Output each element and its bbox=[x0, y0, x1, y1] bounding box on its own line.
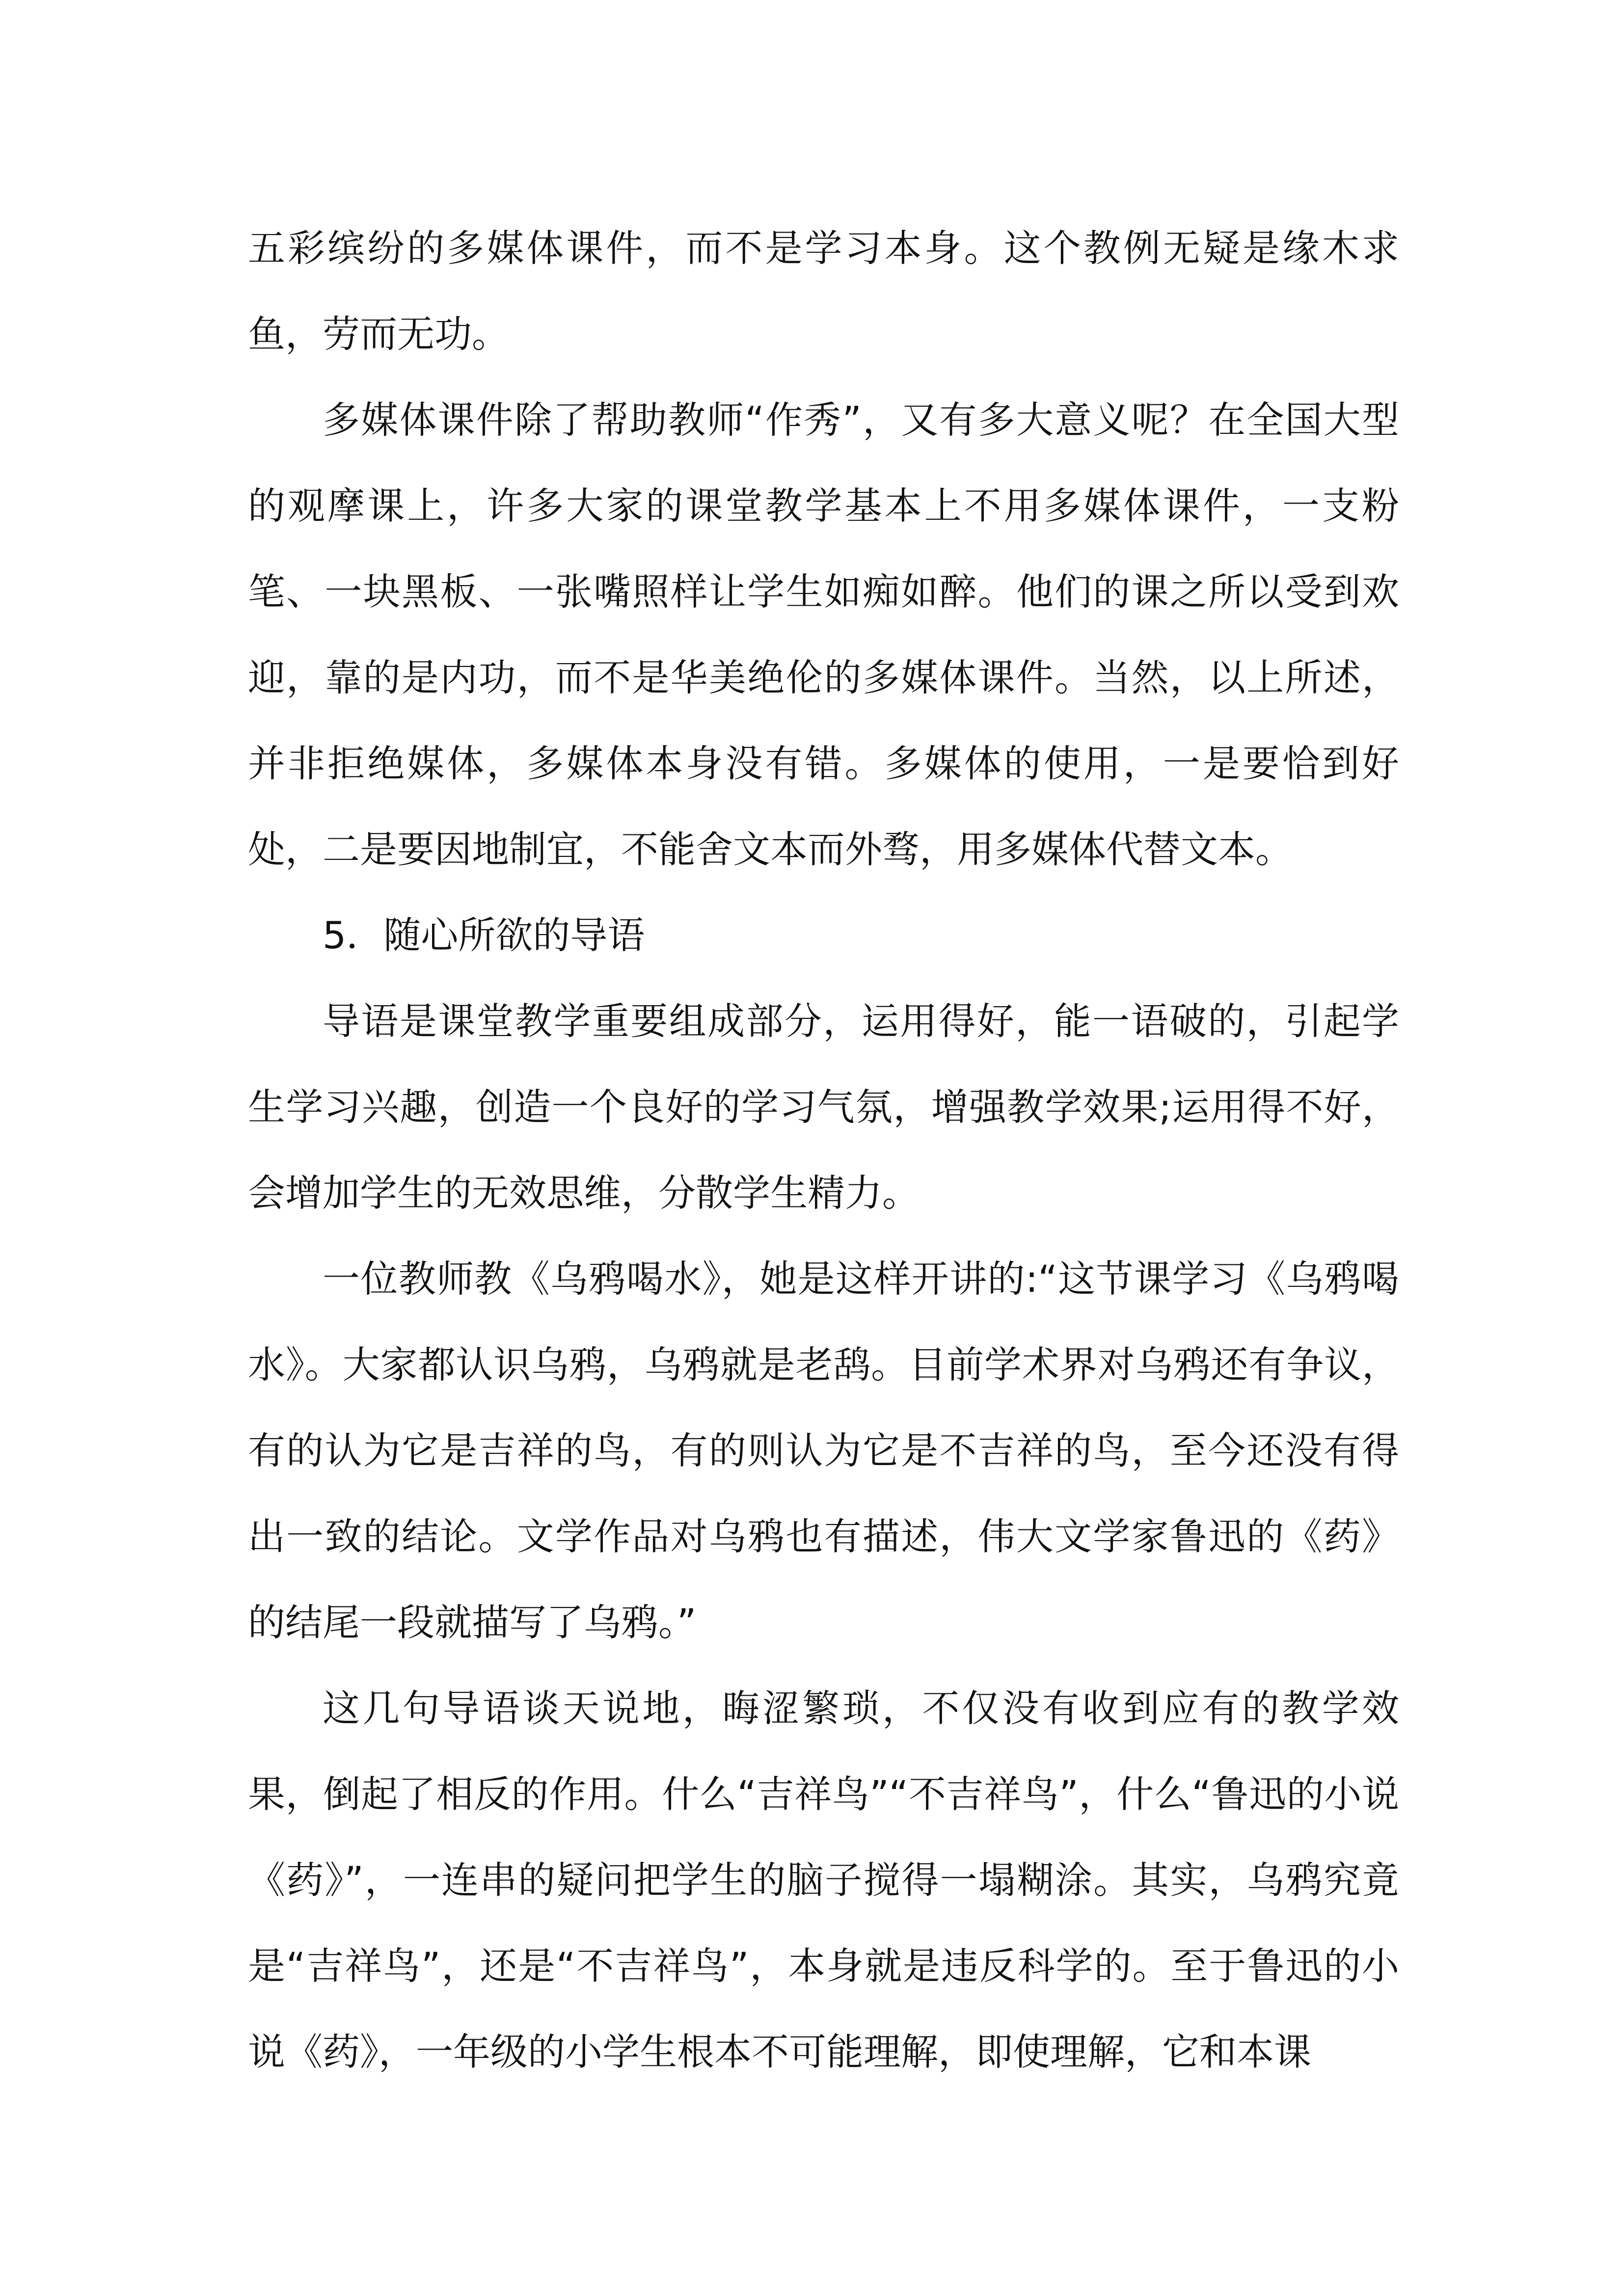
paragraph-2: 多媒体课件除了帮助教师“作秀”，又有多大意义呢？在全国大型的观摩课上，许多大家的课堂教学基本上不用多媒体课件，一支粉笔、一块黑板、一张嘴照样让学生如痴如醉。他们的课之所以受到欢迎，靠的是内功，而不是华美绝伦的多媒体课件。当然，以上所述，并非拒绝媒体，多媒体本身没有错。多媒体的使用，一是要恰到好处，二是要因地制宜，不能舍文本而外骛，用多媒体代替文本。 bbox=[248, 398, 1399, 871]
section-heading: 5．随心所欲的导语 bbox=[323, 913, 645, 957]
paragraph-1: 五彩缤纷的多媒体课件，而不是学习本身。这个教例无疑是缘木求鱼，劳而无功。 bbox=[248, 226, 1399, 356]
paragraph-5: 这几句导语谈天说地，晦涩繁琐，不仅没有收到应有的教学效果，倒起了相反的作用。什么“吉祥鸟”“不吉祥鸟”，什么“鲁迅的小说《药》”，一连串的疑问把学生的脑子搅得一塌糊涂。其实，乌鸦究竟是“吉祥鸟”，还是“不吉祥鸟”，本身就是违反科学的。至于鲁迅的小说《药》，一年级的小学生根本不可能理解，即使理解，它和本课 bbox=[248, 1686, 1399, 2074]
document-body bbox=[248, 205, 1399, 2095]
paragraph-4: 一位教师教《乌鸦喝水》，她是这样开讲的:“这节课学习《乌鸦喝水》。大家都认识乌鸦，乌鸦就是老鸹。目前学术界对乌鸦还有争议，有的认为它是吉祥的鸟，有的则认为它是不吉祥的鸟，至今还没有得出一致的结论。文学作品对乌鸦也有描述，伟大文学家鲁迅的《药》的结尾一段就描写了乌鸦。” bbox=[248, 1257, 1399, 1644]
paragraph-3: 导语是课堂教学重要组成部分，运用得好，能一语破的，引起学生学习兴趣，创造一个良好的学习气氛，增强教学效果;运用得不好，会增加学生的无效思维，分散学生精力。 bbox=[248, 999, 1399, 1215]
